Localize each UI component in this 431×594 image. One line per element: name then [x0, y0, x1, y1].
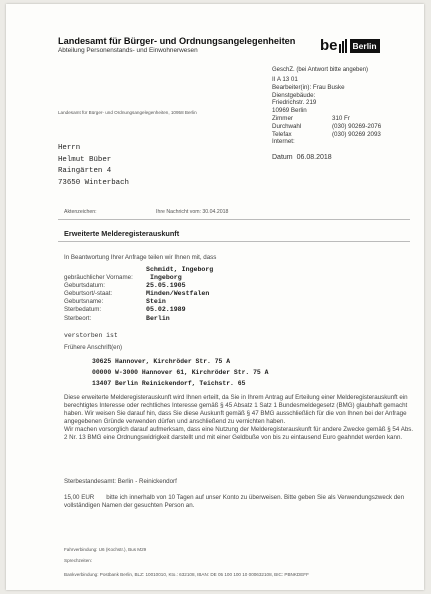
person-fullname-row — [64, 266, 213, 274]
person-row: Geburtsort/-staat: Minden/Westfalen — [64, 290, 210, 298]
contact-row: Dienstgebäude: — [272, 91, 316, 99]
person-fullname: Schmidt, Ingeborg — [146, 266, 214, 273]
ihre-nachricht: Ihre Nachricht vom: 30.04.2018 — [156, 209, 229, 215]
legal-text — [64, 394, 416, 442]
letter-page — [6, 4, 424, 590]
letter-date — [272, 154, 332, 161]
logo-bars-icon — [339, 39, 348, 53]
contact-row: Zimmer 310 Fr — [272, 114, 350, 122]
sterbestandesamt: Sterbestandesamt: Berlin - Reinickendorf — [64, 478, 177, 485]
contact-block — [272, 76, 381, 146]
date-label: Datum — [272, 154, 293, 161]
sender-line: Landesamt für Bürger- und Ordnungsangelegenheiten, 10958 Berlin — [58, 110, 197, 115]
contact-row: 10969 Berlin — [272, 107, 307, 115]
contact-row: II A 13 01 — [272, 76, 298, 83]
person-row: Geburtsname: Stein — [64, 298, 166, 306]
logo-city-text: Berlin — [350, 39, 380, 53]
person-data — [64, 266, 213, 323]
legal-paragraph: Diese erweiterte Melderegisterauskunft wird Ihnen erteilt, da Sie in Ihrem Antrag auf Erteilung einer Melderegisterauskunft ein berechtigtes Interesse oder rechtliches Interesse gemäß § 45 Absatz 1 Satz 1 Bundesmeldegesetz (BMG) glaubhaft gemacht haben. Wir weisen Sie darauf hin, dass Sie diese Auskunft gemäß § 47 BMG ausschließlich für die von Ihnen bei der Anfrage angegebenen Gründe verwenden dürfen und anschließend zu vernichten haben. — [64, 394, 408, 425]
legal-paragraph: Wir machen vorsorglich darauf aufmerksam, dass eine Nutzung der Melderegisterauskunft für andere Zwecke gemäß § 54 Abs. 2 Nr. 13 BMG eine Ordnungswidrigkeit darstellt und mit einer Geldbuße von bis zu eintausend Euro geahndet werden kann. — [64, 426, 414, 441]
contact-row: Telefax (030) 90269 2093 — [272, 130, 381, 138]
logo-be-text: be — [320, 37, 338, 54]
intro-text: In Beantwortung Ihrer Anfrage teilen wir Ihnen mit, dass — [64, 254, 217, 261]
divider — [58, 241, 410, 242]
former-address: 00000 W-3000 Hannover 61, Kirchröder Str. 75 A — [92, 369, 269, 376]
recipient-line: 73650 Winterbach — [58, 178, 129, 187]
former-addresses-label: Frühere Anschrift(en) — [64, 344, 123, 351]
recipient-line: Herrn — [58, 144, 81, 152]
berlin-logo — [320, 38, 380, 54]
footer-hours: Sprechzeiten: — [64, 558, 93, 563]
former-address: 13407 Berlin Reinickendorf, Teichstr. 65 — [92, 380, 246, 387]
date-value: 06.08.2018 — [296, 154, 332, 161]
person-row: Sterbedatum: 05.02.1989 — [64, 306, 186, 314]
fee-notice — [64, 494, 416, 510]
recipient-line: Raingärten 4 — [58, 167, 112, 176]
contact-row: Bearbeiter(in): Frau Buske — [272, 83, 345, 91]
letter-subject: Erweiterte Melderegisterauskunft — [64, 229, 180, 238]
fee-amount: 15,00 EUR — [64, 494, 95, 501]
recipient-address — [58, 143, 129, 189]
deceased-note: verstorben ist — [64, 332, 118, 339]
divider — [58, 219, 410, 220]
former-addresses — [92, 356, 268, 389]
recipient-line: Helmut Büber — [58, 155, 112, 164]
aktenzeichen-label: Aktenzeichen: — [64, 209, 97, 215]
reference-label: GeschZ. (bei Antwort bitte angeben) — [272, 67, 369, 73]
contact-row: Internet: — [272, 138, 295, 146]
person-row: gebräuchlicher Vorname: Ingeborg — [64, 274, 182, 282]
person-row: Sterbeort: Berlin — [64, 314, 170, 322]
contact-row: Durchwahl (030) 90269-2076 — [272, 122, 382, 130]
former-address: 30625 Hannover, Kirchröder Str. 75 A — [92, 358, 231, 365]
person-row: Geburtsdatum: 25.05.1905 — [64, 282, 186, 290]
contact-row: Friedrichstr. 219 — [272, 99, 317, 107]
department-name: Abteilung Personenstands- und Einwohnerwesen — [58, 47, 198, 54]
agency-name: Landesamt für Bürger- und Ordnungsangelegenheiten — [58, 36, 296, 46]
fee-text: bitte ich innerhalb von 10 Tagen auf unser Konto zu überweisen. Bitte geben Sie als Verwendungszweck den vollständigen Namen der gesuchten Person an. — [64, 494, 405, 509]
footer-bank: Bankverbindung: Postbank Berlin, BLZ: 10010010, Kto.: 632108, IBAN: DE 05 100 100 10 000632108, BIC: PBNKDEFF — [64, 572, 309, 577]
footer-transit: Fahrverbindung: U6 (Kochstr.), Bus M29 — [64, 547, 147, 552]
